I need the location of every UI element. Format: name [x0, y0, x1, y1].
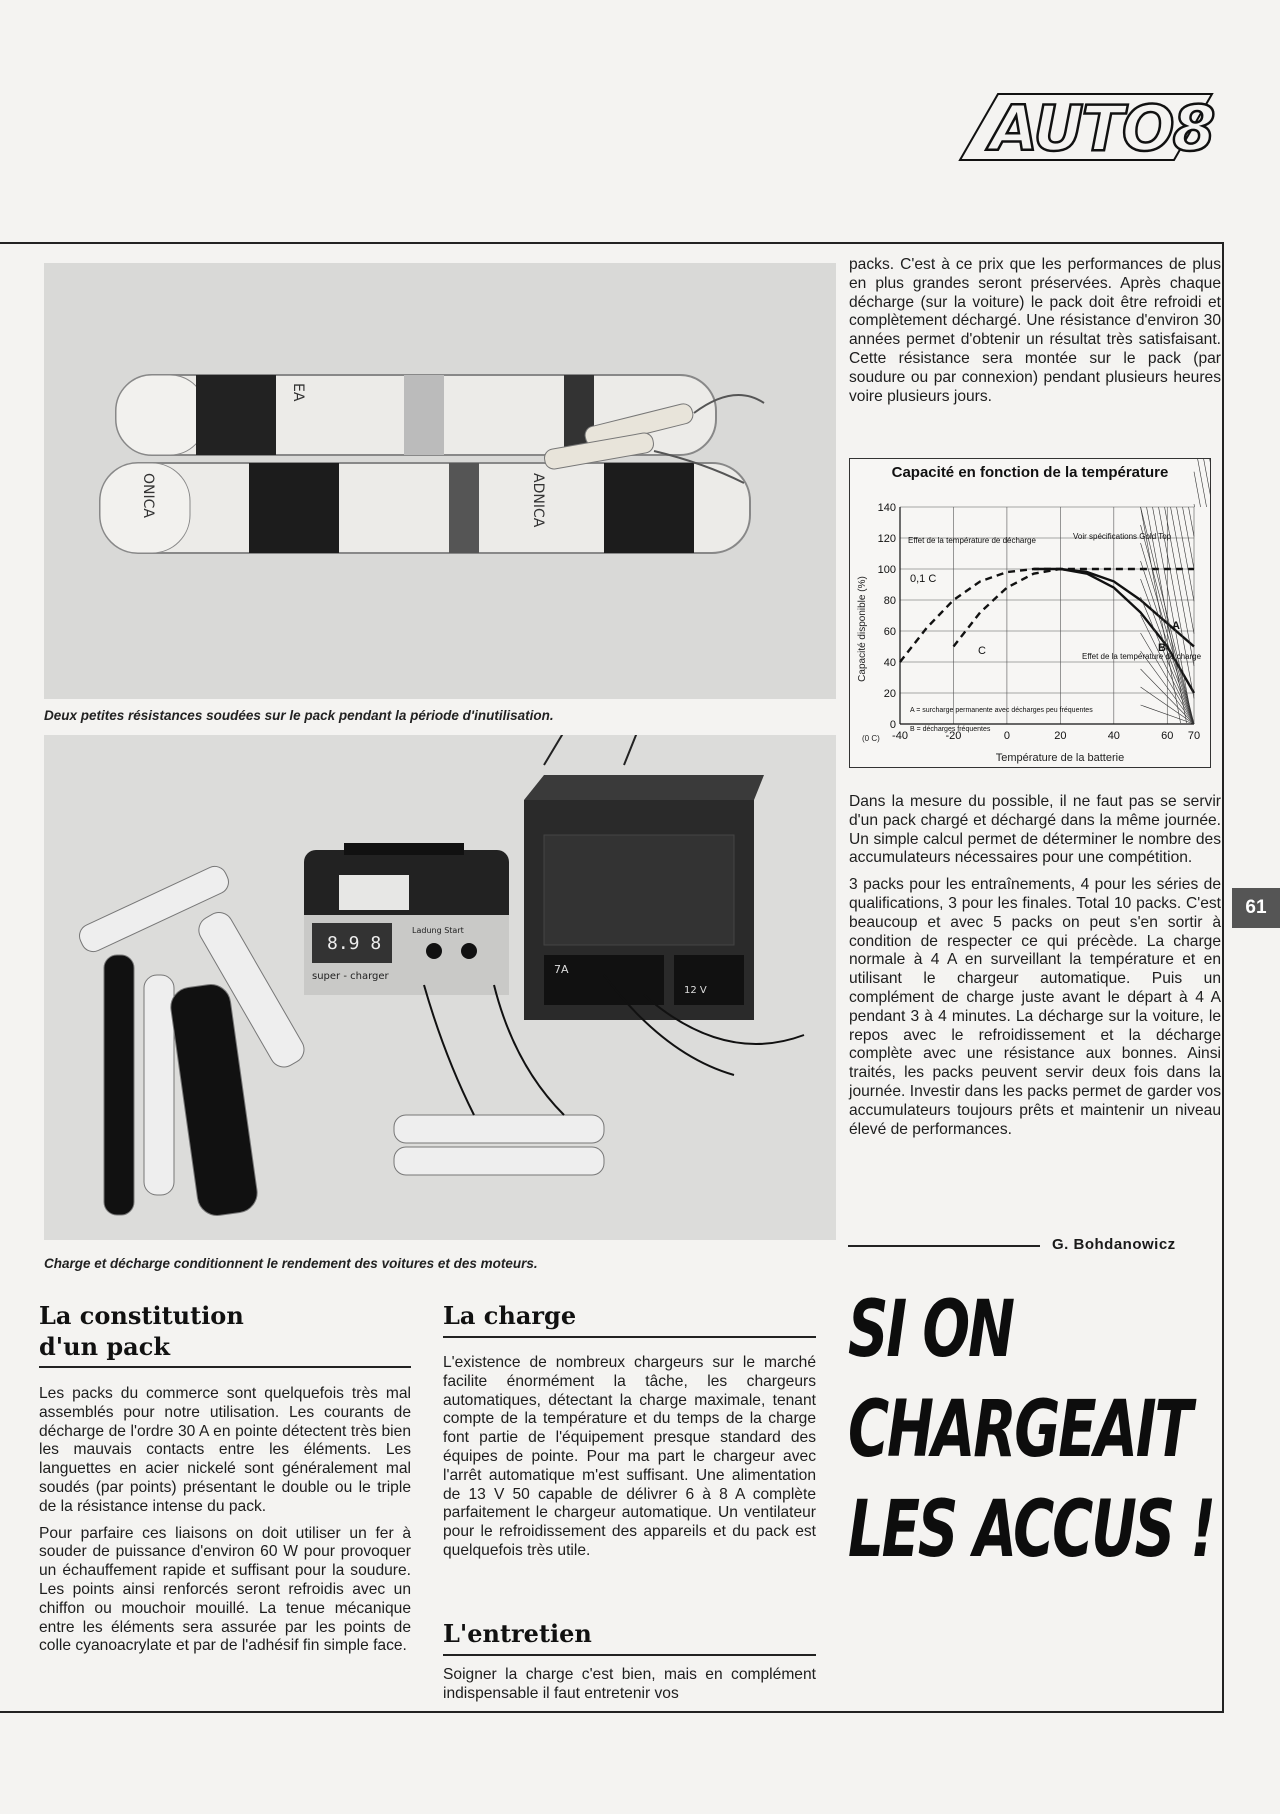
capacity-chart-svg [850, 459, 1210, 767]
section1-title-line-1: La constitution [39, 1301, 244, 1330]
chart-title-line: Capacité en fonction de la température [891, 464, 1169, 481]
x-tick-label: -20 [945, 730, 962, 742]
label-a: A [1172, 620, 1180, 632]
svg-text:ADNICA: ADNICA [530, 473, 546, 528]
hatch-line [1189, 507, 1194, 536]
photo1-caption: Deux petites résistances soudées sur le pack pendant la période d'inutilisation. [44, 708, 554, 723]
section3-body [443, 1666, 816, 1712]
label-c: C [978, 645, 986, 657]
y-tick-label: 80 [883, 595, 896, 607]
legend-b: B = décharges fréquentes [910, 726, 991, 733]
photo-charger-setup [44, 735, 836, 1240]
section2-paragraph-1: L'existence de nombreux chargeurs sur le marché facilite énormément la tâche, les chargeurs automatiques, détectant la charge maximale, tenant compte de la température et du temps de la charge font partie de l'équipement presque standard des équipes de pointe. Pour ma part le chargeur avec l'arrêt automatique m'est suffisant. Une alimentation de 13 V 50 capable de délivrer 6 à 8 A complète parfaitement le chargeur automatique. Un ventilateur pour le refroidissement des appareils et du pack est quelquefois très utile. [443, 1354, 816, 1559]
label-b: B [1158, 642, 1166, 654]
right-column-bottom [849, 793, 1221, 1147]
battery-pack-illustration [44, 263, 836, 699]
charger-button-label: Ladung Start [412, 926, 464, 935]
capacity-chart [849, 458, 1211, 768]
y-tick-label: 60 [883, 626, 896, 638]
y-tick-label: 120 [877, 533, 896, 545]
headline-line-3: LES ACCUS ! [848, 1485, 1214, 1575]
author-name: G. Bohdanowicz [1052, 1236, 1176, 1253]
x-tick-label: 0 [1003, 730, 1010, 742]
article-headline [848, 1280, 1214, 1580]
right-column-paragraph: packs. C'est à ce prix que les performances de plus en plus grandes seront préservées. Après chaque décharge (sur la voiture) le pack doit être refroidi et complètement déchargé. Une résistance d'environ 30 années permet d'obtenir un résultat très satisfaisant. Cette résistance sera montée sur le pack (par soudure ou par connexion) pendant plusieurs heures voire plusieurs jours. [849, 256, 1221, 405]
x-tick-label: 40 [1107, 730, 1120, 742]
charger-label: super - charger [312, 971, 389, 982]
chart-hatch [1141, 459, 1210, 724]
section1-title-line-2: d'un pack [39, 1332, 170, 1361]
psu-label: 7A [554, 963, 569, 976]
section1-title [39, 1300, 419, 1362]
annot-voir: Voir spécifications Gold Top [1073, 532, 1172, 541]
y-tick-label: 140 [877, 502, 896, 514]
right-column-paragraph-2: Dans la mesure du possible, il ne faut pas se servir d'un pack chargé et déchargé dans la même journée. Un simple calcul permet de déterminer le nombre des accumulateurs nécessaires pour une compétition. [849, 793, 1221, 867]
section2-body [443, 1354, 816, 1569]
photo-battery-packs [44, 263, 836, 699]
svg-text:ONICA: ONICA [140, 473, 156, 518]
top-rule [0, 242, 1224, 244]
logo-text: AUTO8 [990, 92, 1214, 165]
headline-line-1: SI ON [848, 1285, 1013, 1375]
chart-x-unit: (0 C) [862, 734, 880, 743]
section2-rule [443, 1336, 816, 1338]
x-tick-label: 20 [1054, 730, 1067, 742]
svg-text:EA: EA [290, 383, 306, 402]
hatch-line [1165, 507, 1194, 666]
annot-effet-decharge: Effet de la température de décharge [908, 536, 1036, 545]
headline-line-2: CHARGEAIT [848, 1385, 1191, 1475]
chart-ylabel: Capacité disponible (%) [857, 576, 868, 682]
charger-display: 8.9 8 [327, 933, 382, 954]
right-rule [1222, 242, 1224, 1712]
section1-paragraph-2: Pour parfaire ces liaisons on doit utiliser un fer à souder de puissance d'environ 60 W pour provoquer un échauffement rapide et suffisant pour la soudure. Les points ainsi renforcés seront refroidis avec un chiffon ou mouchoir mouillé. La tenue mécanique entre les éléments sera assurée par les points de colle cyanoacrylate et par de l'adhésif fin simple face. [39, 1524, 411, 1655]
chart-xlabel: Température de la batterie [995, 752, 1125, 764]
section3-title: L'entretien [443, 1619, 592, 1648]
right-column-paragraph-3: 3 packs pour les entraînements, 4 pour les séries de qualifications, 3 pour les finales. Total 10 packs. C'est beaucoup et avec 5 packs on peut s'en sortir à condition de respecter ce qui précède. La charge normale à 4 A en surveillant la température et en utilisant le chargeur automatique. Puis un complément de charge juste avant le départ à 4 A pendant 3 à 4 minutes. La décharge sur la voiture, le repos avec le refroidissement et la décharge complète avec une résistance aux bonnes. Ainsi traités, les packs peuvent servir deux fois dans la journée. Investir dans les packs permet de garder vos accumulateurs toujours prêts et maintenir un niveau élevé de performances. [849, 876, 1221, 1138]
section1-rule [39, 1366, 411, 1368]
legend-a: A = surcharge permanente avec décharges peu fréquentes [910, 707, 1093, 714]
hatch-line [1171, 507, 1194, 634]
hatch-line [1194, 504, 1195, 507]
y-tick-label: 0 [889, 719, 896, 731]
section3-paragraph-1: Soigner la charge c'est bien, mais en complément indispensable il faut entretenir vos [443, 1666, 816, 1702]
section3-rule [443, 1654, 816, 1656]
y-tick-label: 20 [883, 688, 896, 700]
author-rule [848, 1245, 1040, 1247]
right-column-top [849, 256, 1221, 414]
hatch-line [1194, 472, 1201, 507]
section1-paragraph-1: Les packs du commerce sont quelquefois très mal assemblés pour notre utilisation. Les courants de décharge de l'ordre 30 A en pointe détectent très bien les mauvais contacts entre les éléments. Les languettes en acier nickelé sont généralement mal soudés (par points) présentant le double ou le triple de la résistance intense du pack. [39, 1385, 411, 1515]
x-tick-label: 60 [1161, 730, 1174, 742]
annot-effet-charge: Effet de la température de charge [1082, 652, 1202, 661]
psu-voltage: 12 V [684, 985, 707, 996]
section1-body [39, 1385, 411, 1664]
page-number-tab: 61 [1232, 888, 1280, 928]
series-line [900, 569, 1194, 662]
section2-title: La charge [443, 1301, 577, 1330]
auto8-logo [950, 88, 1220, 168]
label-01c: 0,1 C [910, 573, 937, 585]
y-tick-label: 100 [877, 564, 896, 576]
charger-illustration [44, 735, 836, 1240]
y-tick-label: 40 [883, 657, 896, 669]
photo2-caption: Charge et décharge conditionnent le rendement des voitures et des moteurs. [44, 1256, 538, 1271]
x-tick-label: -40 [892, 730, 908, 742]
x-tick-label: 70 [1187, 730, 1201, 742]
